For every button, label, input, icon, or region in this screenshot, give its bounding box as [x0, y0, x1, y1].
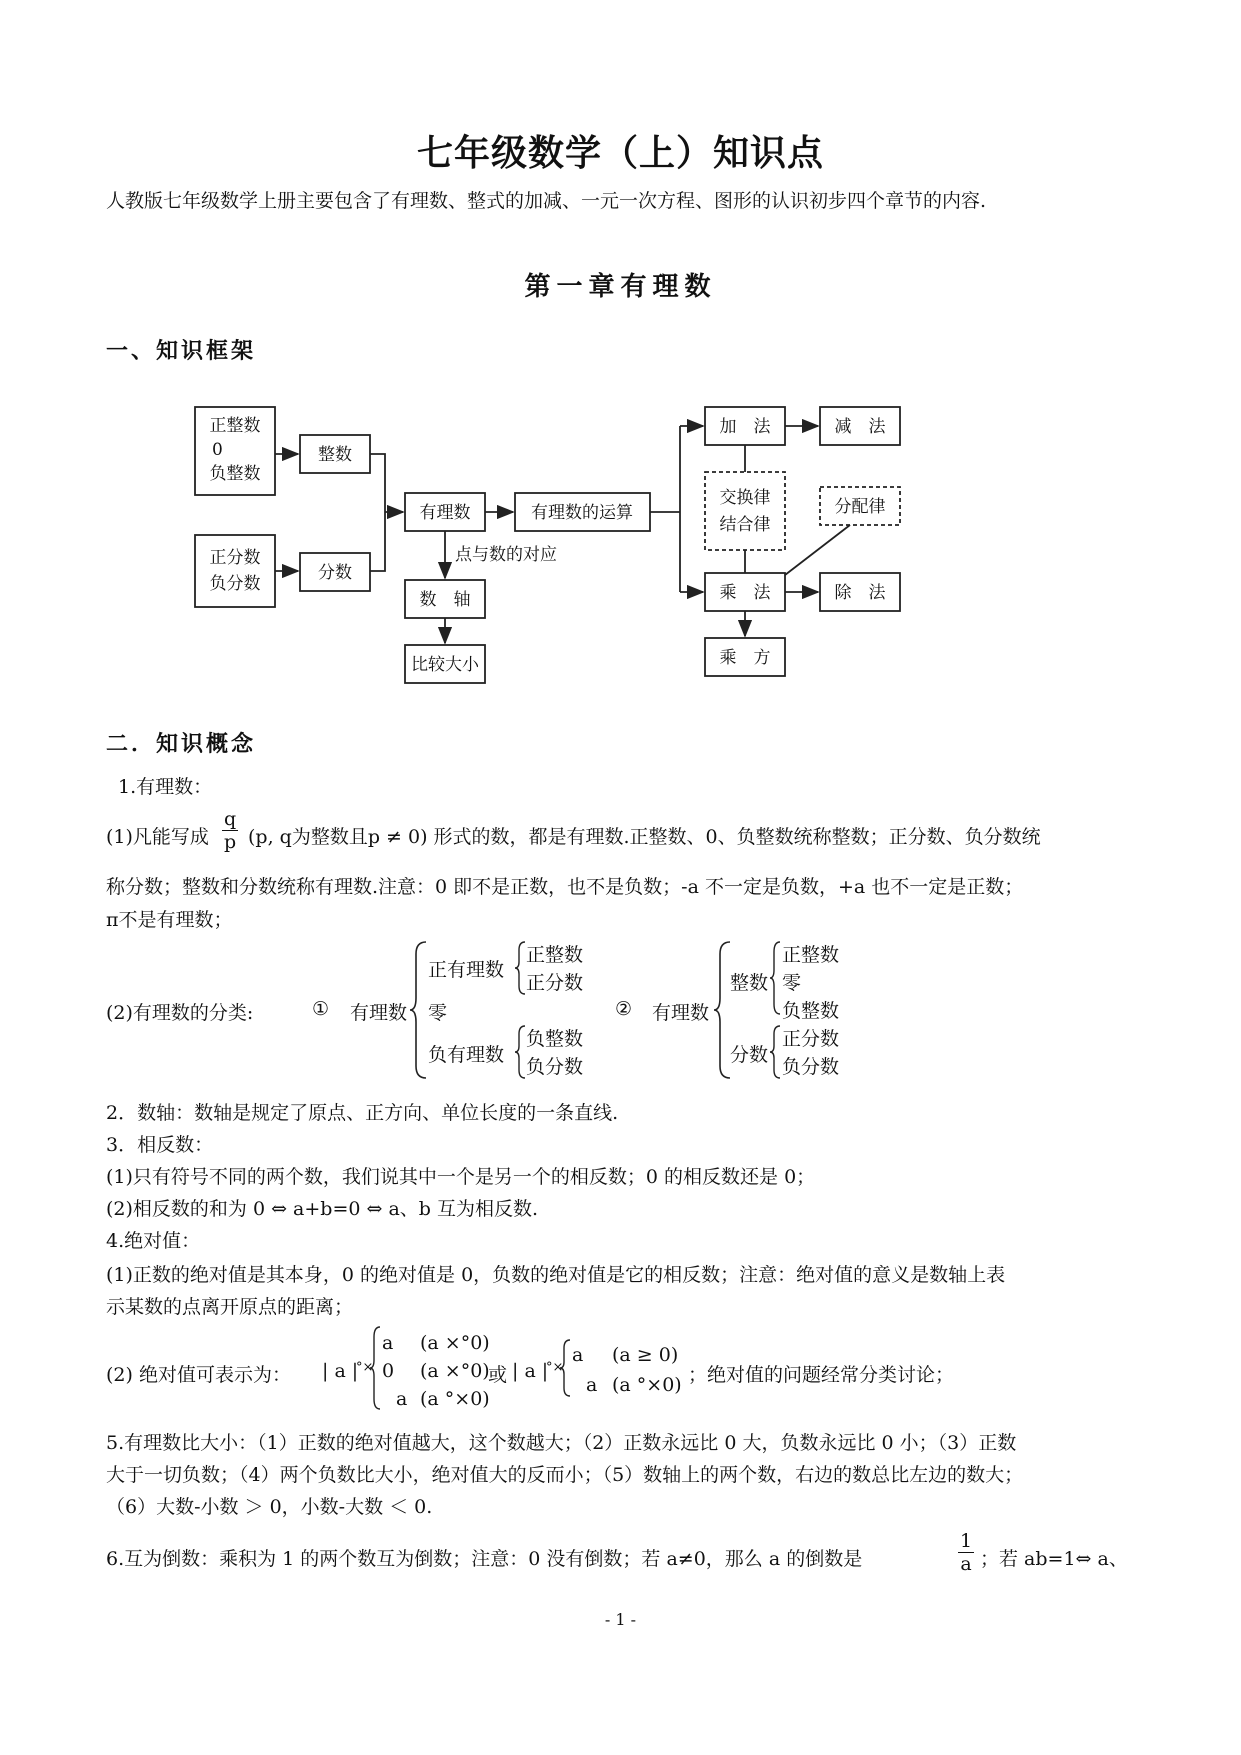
fraction-denominator: a — [960, 1553, 972, 1575]
diagram-label: 0 — [212, 440, 223, 460]
para-5-line2: 大于一切负数；（4）两个负数比大小，绝对值大的反而小；（5）数轴上的两个数，右边的数总比左边的数大； — [106, 1464, 1024, 1486]
page-number: - 1 - — [604, 1610, 637, 1629]
chapter-title: 第一章有理数 — [524, 272, 717, 302]
abs2-case2-cond: (a °×0) — [612, 1374, 682, 1396]
diagram-label: 比较大小 — [411, 655, 479, 675]
diagram-label: 乘 方 — [719, 648, 771, 668]
knowledge-framework-diagram — [190, 375, 930, 695]
para-4-line1: (1)正数的绝对值是其本身，0 的绝对值是 0，负数的绝对值是它的相反数；注意：绝对值的意义是数轴上表 — [106, 1264, 1006, 1286]
diagram-label: 点与数的对应 — [455, 545, 557, 565]
classification-2-marker: ② — [615, 998, 633, 1020]
abs-symbol-2: °× — [546, 1360, 564, 1375]
classification-1-root: 有理数 — [350, 1002, 408, 1024]
class-neg-rational: 负有理数 — [428, 1044, 505, 1066]
abs2-case1-cond: (a ≥ 0) — [612, 1344, 679, 1366]
abs-or: 或 — [488, 1364, 508, 1386]
class-pos-int: 正整数 — [526, 944, 584, 966]
diagram-label: 负分数 — [209, 574, 261, 594]
abs-label: (2) 绝对值可表示为： — [106, 1364, 291, 1386]
para-2-number-line: 2．数轴：数轴是规定了原点、正方向、单位长度的一条直线. — [106, 1102, 619, 1124]
abs-symbol: °× — [356, 1360, 374, 1375]
para-1-heading: 1.有理数： — [118, 776, 213, 798]
section-heading-concepts: 二．知识概念 — [106, 731, 257, 757]
brace-icon — [513, 1024, 527, 1080]
class-pos-frac-2: 正分数 — [782, 1028, 840, 1050]
brace-icon — [408, 940, 430, 1080]
para-3-heading: 3．相反数： — [106, 1134, 214, 1156]
class-zero: 零 — [428, 1002, 448, 1024]
diagram-label: 结合律 — [719, 515, 771, 535]
para-1-line1-post: (p, q为整数且p ≠ 0) 形式的数，都是有理数.正整数、0、负整数统称整数；正分数、负分数统 — [248, 826, 1041, 848]
page-title: 七年级数学（上）知识点 — [416, 132, 824, 174]
para-5-line3: （6）大数-小数 ＞ 0，小数-大数 ＜ 0. — [106, 1496, 433, 1518]
class-neg-int: 负整数 — [526, 1028, 584, 1050]
abs-expr-2: | a | — [512, 1360, 549, 1382]
class-neg-int-2: 负整数 — [782, 1000, 840, 1022]
brace-icon — [768, 940, 782, 1016]
diagram-label: 整数 — [318, 445, 352, 465]
para-1-line3: π不是有理数； — [106, 909, 233, 931]
diagram-label: 数 轴 — [419, 590, 471, 610]
para-1-line1-pre: (1)凡能写成 — [106, 826, 209, 848]
brace-icon — [513, 940, 527, 996]
abs-tail: ；绝对值的问题经常分类讨论； — [688, 1364, 955, 1386]
class-zero-2: 零 — [782, 972, 802, 994]
para-6-pre: 6.互为倒数：乘积为 1 的两个数互为倒数；注意：0 没有倒数；若 a≠0，那么 a 的倒数是 — [106, 1548, 863, 1570]
abs-case1-cond: (a ×°0) — [420, 1332, 490, 1354]
diagram-label: 加 法 — [719, 417, 771, 437]
class-integer: 整数 — [730, 972, 769, 994]
class-pos-int-2: 正整数 — [782, 944, 840, 966]
diagram-label: 负整数 — [209, 464, 261, 484]
classification-1-marker: ① — [312, 998, 330, 1020]
box-laws — [705, 472, 785, 550]
class-neg-frac: 负分数 — [526, 1056, 584, 1078]
abs-case2-value: 0 — [382, 1360, 395, 1382]
diagram-label: 除 法 — [834, 583, 886, 603]
diagram-label: 正整数 — [209, 416, 261, 436]
box-pos-neg-fractions — [195, 535, 275, 607]
abs2-case2-value: a — [586, 1374, 598, 1396]
abs-case3-value: a — [396, 1388, 408, 1410]
fraction-numerator: q — [224, 808, 237, 830]
class-fraction: 分数 — [730, 1044, 769, 1066]
diagram-label: 有理数 — [419, 503, 471, 523]
para-3-line1: (1)只有符号不同的两个数，我们说其中一个是另一个的相反数；0 的相反数还是 0； — [106, 1166, 816, 1188]
diagram-label: 乘 法 — [719, 583, 771, 603]
diagram-label: 分配律 — [834, 497, 886, 517]
fraction-1-over-a — [958, 1530, 974, 1575]
diagram-label: 减 法 — [834, 417, 886, 437]
diagram-label: 正分数 — [209, 548, 261, 568]
class-pos-rational: 正有理数 — [428, 959, 505, 981]
para-1-line2: 称分数；整数和分数统称有理数.注意：0 即不是正数，也不是负数；-a 不一定是负数，+a 也不一定是正数； — [106, 876, 1024, 898]
diagram-label: 交换律 — [719, 488, 771, 508]
abs2-case1-value: a — [572, 1344, 584, 1366]
brace-icon — [558, 1338, 572, 1398]
intro-text: 人教版七年级数学上册主要包含了有理数、整式的加减、一元一次方程、图形的认识初步四个章节的内容. — [106, 190, 987, 212]
para-3-line2: (2)相反数的和为 0 ⇔ a+b=0 ⇔ a、b 互为相反数. — [106, 1198, 539, 1220]
diagram-label: 有理数的运算 — [531, 503, 633, 523]
diagram-label: 分数 — [318, 563, 352, 583]
section-heading-framework: 一、知识框架 — [106, 338, 257, 364]
class-pos-frac: 正分数 — [526, 972, 584, 994]
fraction-denominator: p — [224, 831, 237, 853]
class-neg-frac-2: 负分数 — [782, 1056, 840, 1078]
fraction-numerator: 1 — [960, 1530, 973, 1552]
para-4-line2: 示某数的点离开原点的距离； — [106, 1296, 354, 1318]
abs-case3-cond: (a °×0) — [420, 1388, 490, 1410]
para-4-heading: 4.绝对值： — [106, 1230, 201, 1252]
abs-expr: | a | — [322, 1360, 359, 1382]
brace-icon — [368, 1325, 382, 1411]
classification-label: (2)有理数的分类: — [106, 1002, 254, 1024]
fraction-q-over-p — [222, 808, 238, 853]
abs-case1-value: a — [382, 1332, 394, 1354]
para-5-line1: 5.有理数比大小：（1）正数的绝对值越大，这个数越大；（2）正数永远比 0 大，负数永远比 0 小；（3）正数 — [106, 1432, 1017, 1454]
abs-case2-cond: (a ×°0) — [420, 1360, 490, 1382]
brace-icon — [768, 1024, 782, 1080]
classification-2-root: 有理数 — [652, 1002, 710, 1024]
para-6-post: ；若 ab=1⇔ a、 — [980, 1548, 1128, 1570]
